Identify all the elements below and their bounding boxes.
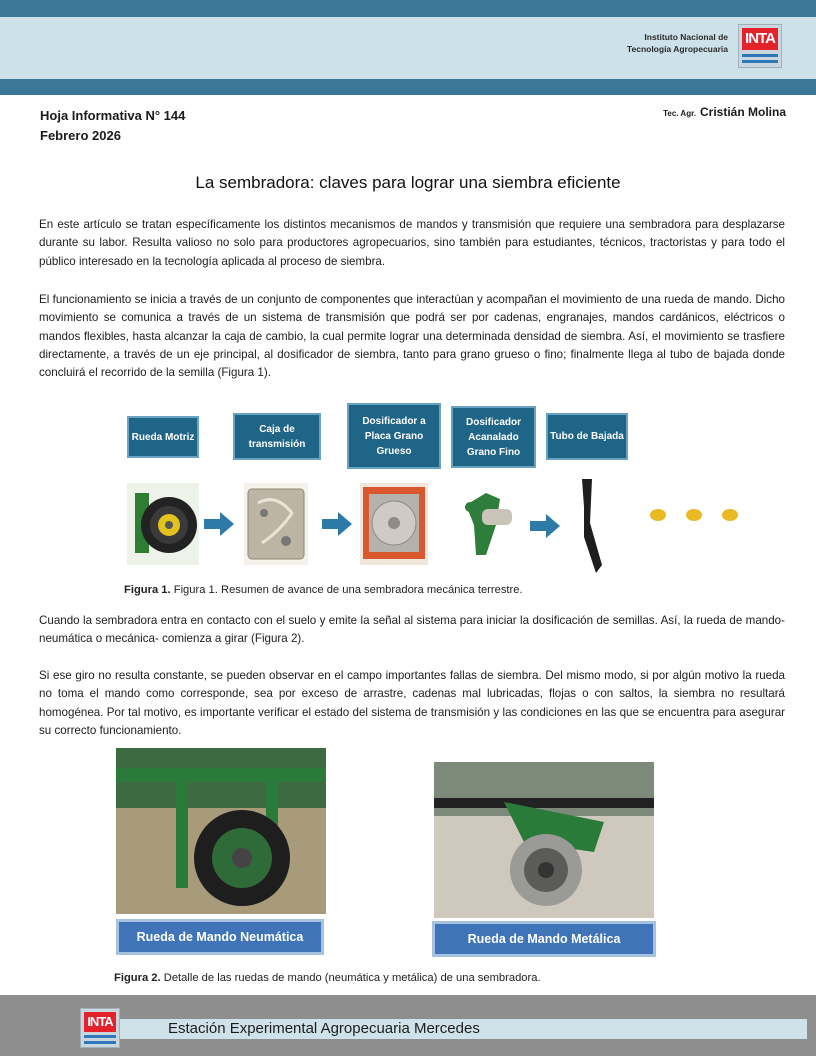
paragraph-3: Cuando la sembradora entra en contacto con el suelo y emite la señal al sistema para iniciar la dosificación de semillas. Así, la rueda de mando- neumática o mecánica- comienza a girar (Figura 2). xyxy=(39,614,785,646)
stage-caja-transmision: Caja de transmisión xyxy=(233,413,321,460)
paragraph-4: Si ese giro no resulta constante, se pueden observar en el campo importantes fallas de siembra. Del mismo modo, si por algún motivo la rueda no toma el mando como corresponde, sea por exceso de arrastre, cadenas mal lubricadas, flojas o con saltos, la siembra no resultará homogénea. Por tal motivo, es importante verificar el estado del sistema de transmisión y las condiciones en las que se encuentra para asegurar su correcto funcionamiento. xyxy=(39,669,785,737)
figure-2-caption-text: Detalle de las ruedas de mando (neumática y metálica) de una sembradora. xyxy=(160,972,541,984)
rueda-motriz-photo xyxy=(127,483,199,565)
document-number: Hoja Informativa N° 144 xyxy=(40,108,186,123)
seeds-icon xyxy=(646,505,742,525)
label-rueda-metalica: Rueda de Mando Metálica xyxy=(432,921,656,957)
author-name: Cristián Molina xyxy=(699,105,786,119)
dosificador-placa-photo xyxy=(360,483,428,565)
paragraph-2: El funcionamiento se inicia a través de un conjunto de componentes que interactúan y acompañan el movimiento de una rueda de mando. Dicho movimiento se comunica a través de un sistema de transmisión que podrá ser por cadenas, engranajes, mandos cardánicos, eléctricos o mandos flexibles, hasta alcanzar la caja de cambio, la cual permite lograr una determinada densidad de siembra. Así, el movimiento se trasfiere directamente, a través de un eje principal, al dosificador de siembra, tanto para grano grueso o fino; finalmente llega al tubo de bajada donde concluirá el recorrido de la semilla (Figura 1). xyxy=(39,293,785,380)
figure-1 xyxy=(124,403,754,583)
header-top-band xyxy=(0,0,816,17)
institute-line-2: Tecnología Agropecuaria xyxy=(626,44,728,54)
figure-1-caption xyxy=(124,584,523,596)
inta-logo-text: INTA xyxy=(742,28,778,50)
header-bottom-band xyxy=(0,79,816,95)
figure-1-caption-text: Figura 1. Resumen de avance de una sembradora mecánica terrestre. xyxy=(170,584,523,596)
figure-2-caption-label: Figura 2. xyxy=(114,972,161,984)
label-rueda-neumatica: Rueda de Mando Neumática xyxy=(116,919,324,955)
institute-line-1: Instituto Nacional de xyxy=(644,32,728,42)
author xyxy=(663,105,786,119)
footer-logo-text: INTA xyxy=(84,1012,116,1032)
figure-2-caption xyxy=(114,972,541,984)
institute-name xyxy=(627,31,728,55)
stage-dosificador-placa: Dosificador a Placa Grano Grueso xyxy=(347,403,441,469)
dosificador-acanalado-photo xyxy=(456,485,524,563)
footer-inta-logo xyxy=(80,1008,120,1048)
arrow-right-icon xyxy=(530,514,560,538)
footer-station-name: Estación Experimental Agropecuaria Mercedes xyxy=(168,1020,480,1037)
arrow-right-icon xyxy=(204,512,234,536)
arrow-right-icon xyxy=(322,512,352,536)
paragraph-1: En este artículo se tratan específicamente los distintos mecanismos de mandos y transmisión que requiere una sembradora para desplazarse durante su labor. Resulta valioso no solo para productores agropecuarios, sino también para estudiantes, técnicos, tractoristas y para todo el público interesado en la tecnología aplicada al proceso de siembra. xyxy=(39,218,785,268)
caja-transmision-photo xyxy=(244,483,308,565)
rueda-neumatica-photo xyxy=(116,748,326,914)
stage-tubo-bajada: Tubo de Bajada xyxy=(546,413,628,460)
document-date: Febrero 2026 xyxy=(40,128,121,143)
stage-dosificador-acanalado: Dosificador Acanalado Grano Fino xyxy=(451,406,536,468)
rueda-metalica-photo xyxy=(434,762,654,918)
stage-rueda-motriz: Rueda Motriz xyxy=(127,416,199,458)
inta-logo xyxy=(738,24,782,68)
page-title: La sembradora: claves para lograr una siembra eficiente xyxy=(195,173,621,192)
tubo-bajada-photo xyxy=(574,477,608,573)
author-prefix: Tec. Agr. xyxy=(663,109,696,118)
figure-1-caption-label: Figura 1. xyxy=(124,584,171,596)
